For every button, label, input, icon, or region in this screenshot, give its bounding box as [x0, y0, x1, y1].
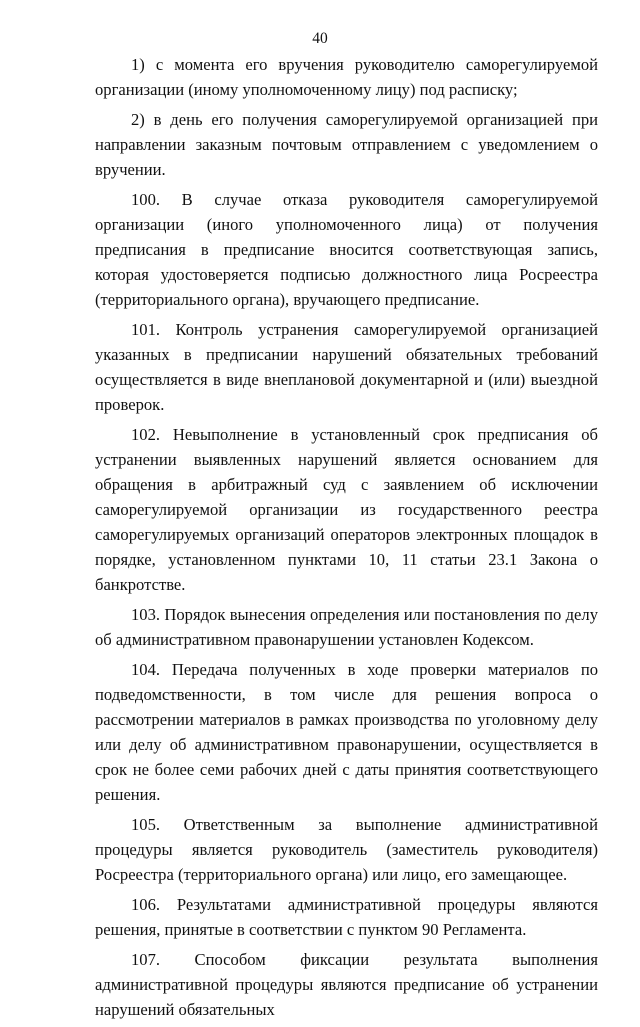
paragraph-100: 100. В случае отказа руководителя саморегулируемой организации (иного уполномоченного лица) от получения предписания в предписание вносится соответствующая запись, которая удостоверяется подписью должностного лица Росреестра (территориального органа), вручающего предписание.: [95, 190, 598, 309]
paragraph-105: 105. Ответственным за выполнение административной процедуры является руководитель (заместитель руководителя) Росреестра (территориального органа) или лицо, его замещающее.: [95, 815, 598, 884]
paragraph-107: 107. Способом фиксации результата выполнения административной процедуры являются предписание об устранении нарушений обязательных: [95, 950, 598, 1019]
paragraph-102: 102. Невыполнение в установленный срок предписания об устранении выявленных нарушений является основанием для обращения в арбитражный суд с заявлением об исключении саморегулируемой организации из государственного реестра саморегулируемых организаций операторов электронных площадок в порядке, установленном пунктами 10, 11 статьи 23.1 Закона о банкротстве.: [95, 425, 598, 594]
paragraph-106: 106. Результатами административной процедуры являются решения, принятые в соответствии с пунктом 90 Регламента.: [95, 895, 598, 939]
page-number: 40: [312, 30, 328, 47]
paragraph-101: 101. Контроль устранения саморегулируемой организацией указанных в предписании нарушений обязательных требований осуществляется в виде внеплановой документарной и (или) выездной проверок.: [95, 320, 598, 414]
document-body: [95, 52, 598, 1027]
paragraph-103: 103. Порядок вынесения определения или постановления по делу об административном правонарушении установлен Кодексом.: [95, 605, 598, 649]
paragraph-item-1: 1) с момента его вручения руководителю саморегулируемой организации (иному уполномоченному лицу) под расписку;: [95, 55, 598, 99]
paragraph-item-2: 2) в день его получения саморегулируемой организацией при направлении заказным почтовым отправлением с уведомлением о вручении.: [95, 110, 598, 179]
paragraph-104: 104. Передача полученных в ходе проверки материалов по подведомственности, в том числе для решения вопроса о рассмотрении материалов в рамках производства по уголовному делу или делу об административном правонарушении, осуществляется в срок не более семи рабочих дней с даты принятия соответствующего решения.: [95, 660, 598, 804]
